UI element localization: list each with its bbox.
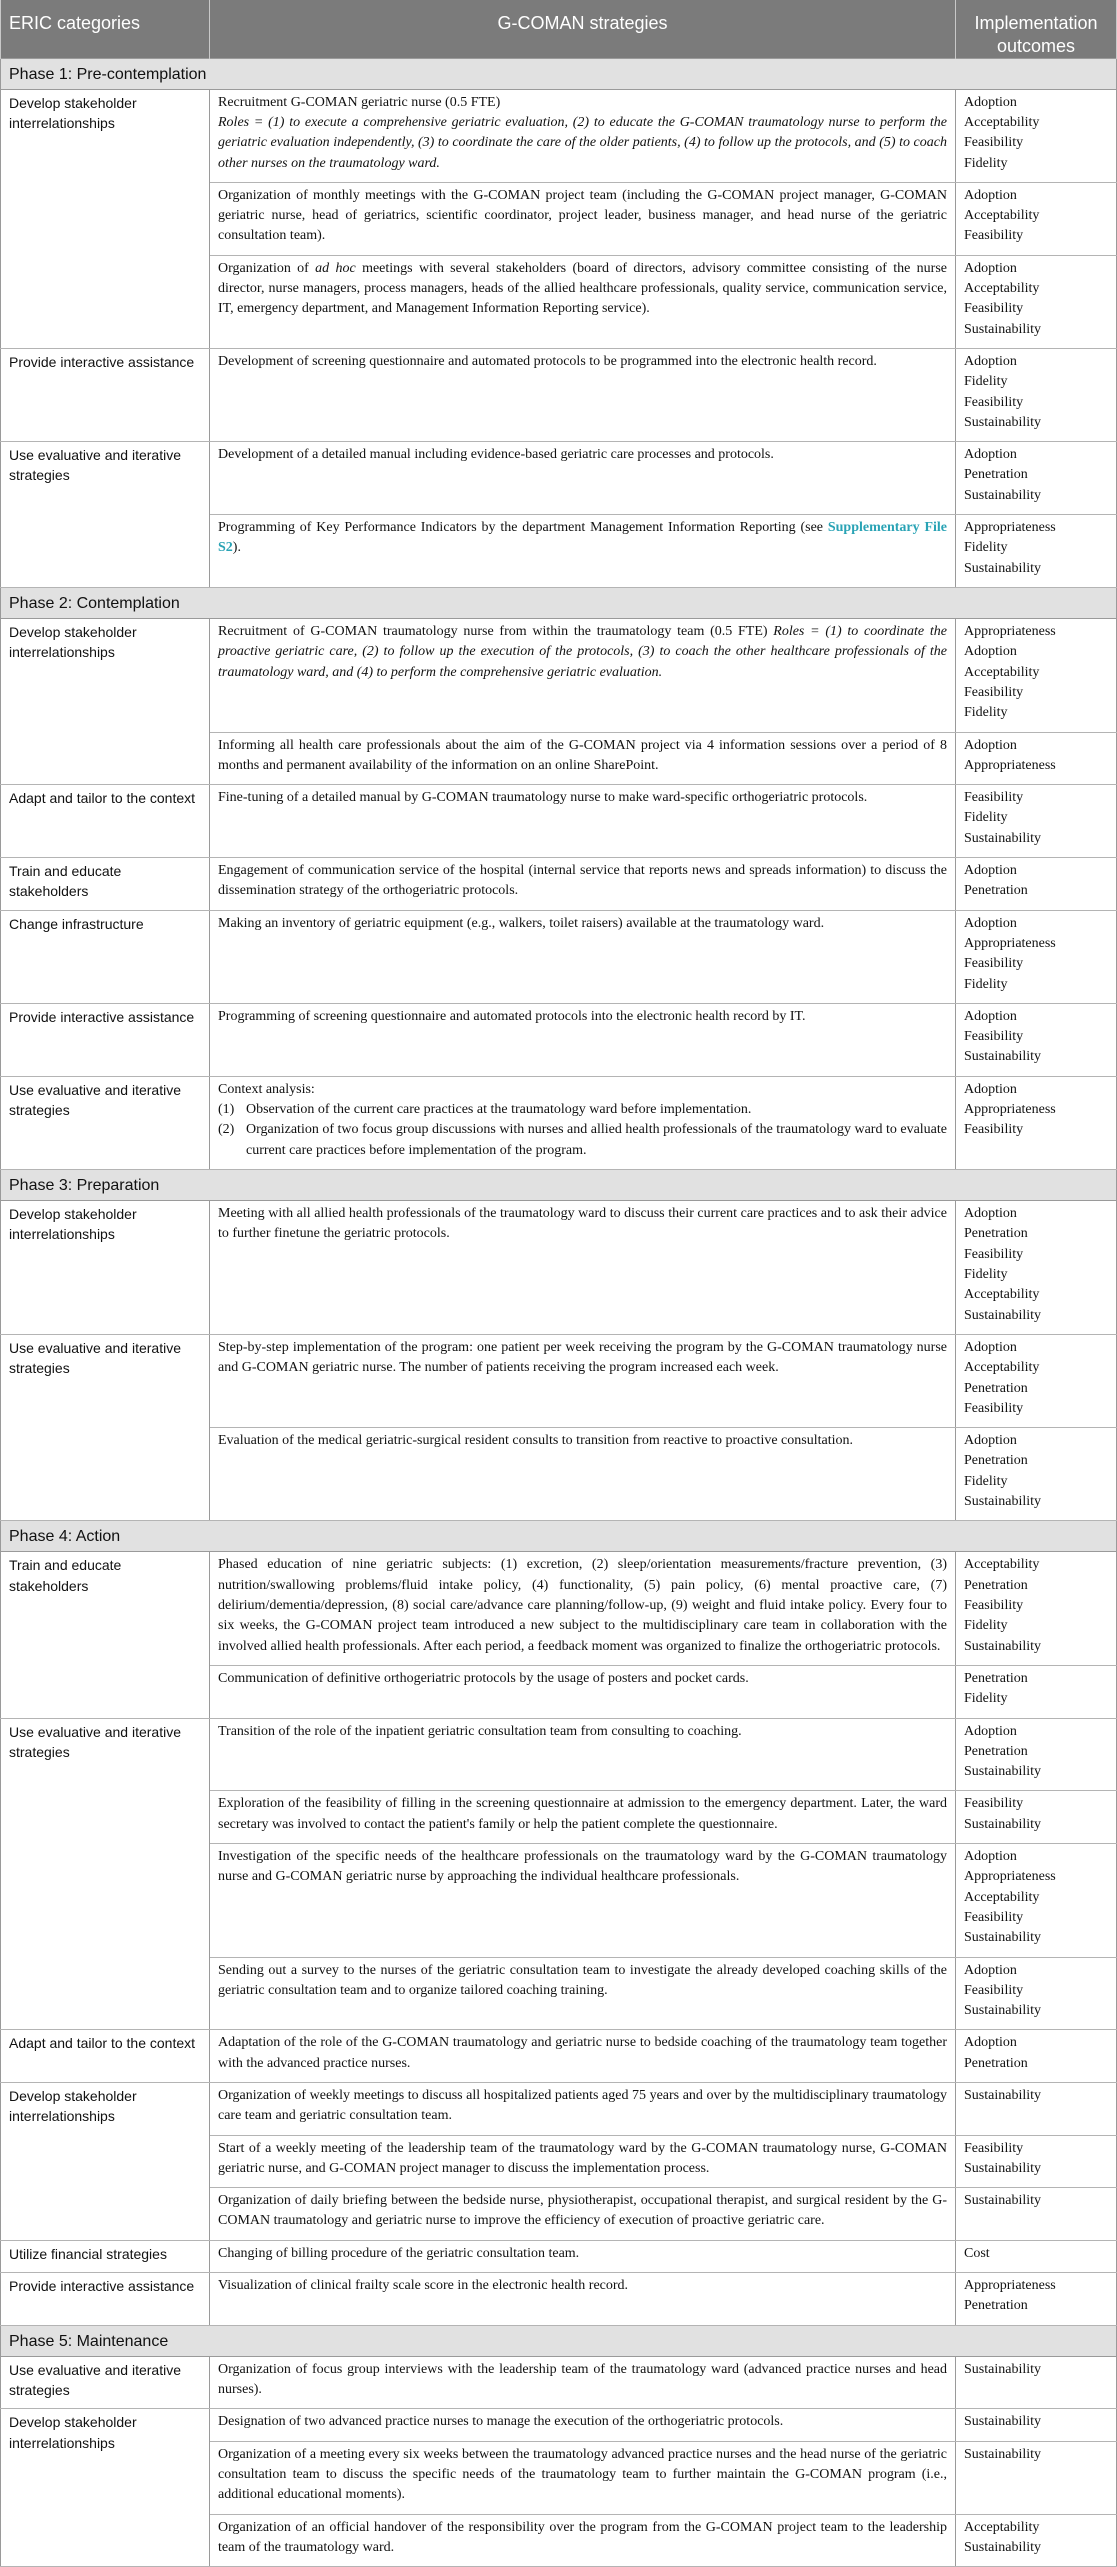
- outcome: Fidelity: [964, 1267, 1008, 1283]
- item-text: Observation of the current care practices at the traumatology ward before implementation.: [246, 1102, 752, 1118]
- strategy-text: [210, 910, 956, 1003]
- outcome: Penetration: [964, 1453, 1028, 1469]
- strategy-text: [210, 2188, 956, 2241]
- implementation-outcomes: [956, 255, 1117, 348]
- strategy-row: [1, 348, 1117, 441]
- outcome: Adoption: [964, 187, 1017, 203]
- text-run: Meeting with all allied health professionals of the traumatology ward to discuss their current care practices and to ask their advice to further finetune the geriatric protocols.: [218, 1206, 951, 1242]
- implementation-outcomes: [956, 2240, 1117, 2272]
- strategy-text: [210, 2409, 956, 2441]
- outcome: Adoption: [964, 1433, 1017, 1449]
- item-text: Organization of two focus group discussions with nurses and allied health professionals of the traumatology ward to evaluate current care practices before implementation of the program.: [246, 1122, 947, 1158]
- outcome: Appropriateness: [964, 2278, 1056, 2294]
- strategy-description: [218, 2412, 947, 2432]
- implementation-outcomes: [956, 2083, 1117, 2136]
- strategy-text: [210, 2273, 956, 2326]
- implementation-outcomes: [956, 1844, 1117, 1957]
- outcome: Feasibility: [964, 790, 1024, 806]
- strategy-description: [218, 914, 947, 934]
- strategy-description: [218, 1007, 947, 1027]
- text-run: Programming of screening questionnaire and automated protocols into the electronic health record by IT.: [218, 1008, 806, 1024]
- strategy-description: [218, 2139, 951, 2180]
- phase-row: [1, 1169, 1117, 1200]
- phase-title: Phase 2: Contemplation: [1, 587, 1117, 618]
- strategy-description: [218, 622, 951, 683]
- outcome: Cost: [964, 2245, 990, 2261]
- strategy-description: [218, 1847, 951, 1888]
- outcome: Feasibility: [964, 1122, 1024, 1138]
- strategy-row: [1, 89, 1117, 182]
- phase-title: Phase 3: Preparation: [1, 1169, 1117, 1200]
- strategy-row: [1, 1552, 1117, 1665]
- strategy-text: [210, 2030, 956, 2083]
- phase-row: [1, 587, 1117, 618]
- strategy-row: [1, 442, 1117, 515]
- outcome: Penetration: [964, 467, 1028, 483]
- eric-category: Train and educate stakeholders: [1, 858, 210, 911]
- outcome: Adoption: [964, 1206, 1017, 1222]
- outcome: Fidelity: [964, 155, 1008, 171]
- text-run: Transition of the role of the inpatient geriatric consultation team from consulting to coaching.: [218, 1723, 742, 1739]
- outcome: Penetration: [964, 1670, 1028, 1686]
- strategy-description: [218, 861, 951, 902]
- implementation-outcomes: [956, 732, 1117, 785]
- strategy-description: [218, 2086, 951, 2127]
- outcome: Fidelity: [964, 976, 1008, 992]
- strategy-text: [210, 515, 956, 588]
- text-run: Organization of a meeting every six weeks between the traumatology advanced practice nurses and the head nurse of the geriatric consultation team to discuss the specific needs of the traumatology team to further maintain the G-COMAN program (i.e., additional educational moments).: [218, 2446, 951, 2503]
- strategy-description: [218, 518, 951, 559]
- eric-category: Change infrastructure: [1, 910, 210, 1003]
- outcome: Feasibility: [964, 2140, 1024, 2156]
- eric-category: Use evaluative and iterative strategies: [1, 1718, 210, 2030]
- outcome: Sustainability: [964, 1816, 1041, 1832]
- text-run: Sending out a survey to the nurses of the geriatric consultation team to investigate the already developed coaching skills of the geriatric consultation team and to organize tailored coaching training.: [218, 1962, 951, 1998]
- strategy-description: [218, 1669, 947, 1689]
- outcome: Sustainability: [964, 1930, 1041, 1946]
- outcome: Adoption: [964, 1339, 1017, 1355]
- implementation-outcomes: [956, 2514, 1117, 2567]
- text-run: Development of a detailed manual including evidence-based geriatric care processes and protocols.: [218, 447, 774, 463]
- strategy-row: [1, 785, 1117, 858]
- eric-category: Train and educate stakeholders: [1, 1552, 210, 1718]
- strategy-description: [218, 352, 947, 372]
- strategy-row: [1, 1334, 1117, 1427]
- outcome: Sustainability: [964, 830, 1041, 846]
- implementation-outcomes: [956, 1334, 1117, 1427]
- text-run: Organization of: [218, 260, 316, 276]
- eric-category: Develop stakeholder interrelationships: [1, 89, 210, 348]
- outcome: Penetration: [964, 883, 1028, 899]
- outcome: Fidelity: [964, 810, 1008, 826]
- eric-category: Use evaluative and iterative strategies: [1, 1334, 210, 1520]
- outcome: Acceptability: [964, 1360, 1040, 1376]
- text-run: Organization of an official handover of the responsibility over the program from the G-COMAN project team to the leadership team of the traumatology ward.: [218, 2519, 951, 2555]
- outcome: Adoption: [964, 353, 1017, 369]
- outcome: Fidelity: [964, 1618, 1008, 1634]
- strategy-row: [1, 619, 1117, 732]
- outcome: Sustainability: [964, 1764, 1041, 1780]
- implementation-outcomes: [956, 1791, 1117, 1844]
- text-run: Investigation of the specific needs of the healthcare professionals on the traumatology ward by the G-COMAN traumatology nurse and G-COMAN geriatric nurse by approaching the individual healthcare professionals.: [218, 1849, 951, 1885]
- strategy-description: [218, 2445, 951, 2506]
- strategy-text: [210, 732, 956, 785]
- text-run: Organization of weekly meetings to discuss all hospitalized patients aged 75 years and over by the multidisciplinary traumatology care team and geriatric consultation team.: [218, 2088, 951, 2124]
- implementation-outcomes: [956, 1665, 1117, 1718]
- strategy-row: [1, 2240, 1117, 2272]
- numbered-item: [218, 1120, 947, 1161]
- outcome: Adoption: [964, 447, 1017, 463]
- outcome: Adoption: [964, 644, 1017, 660]
- strategy-text: [210, 1334, 956, 1427]
- strategy-text: [210, 2240, 956, 2272]
- strategy-text: [210, 348, 956, 441]
- outcome: Fidelity: [964, 540, 1008, 556]
- strategy-text: [210, 1201, 956, 1335]
- outcome: Adoption: [964, 1849, 1017, 1865]
- strategy-description: [218, 93, 951, 174]
- context-analysis: [218, 1080, 947, 1161]
- implementation-outcomes: [956, 1718, 1117, 1791]
- text-run: Visualization of clinical frailty scale score in the electronic health record.: [218, 2278, 629, 2294]
- strategy-row: [1, 2356, 1117, 2409]
- outcome: Sustainability: [964, 2003, 1041, 2019]
- outcome: Appropriateness: [964, 1102, 1056, 1118]
- strategy-description: [218, 1204, 951, 1245]
- text-run: Recruitment G-COMAN geriatric nurse (0.5 FTE): [218, 94, 501, 110]
- strategy-description: [218, 445, 947, 465]
- eric-category: Utilize financial strategies: [1, 2240, 210, 2272]
- strategy-text: [210, 2514, 956, 2567]
- text-run: Organization of focus group interviews with the leadership team of the traumatology ward (advanced practice nurses and head nurses).: [218, 2361, 951, 2398]
- implementation-outcomes: [956, 2441, 1117, 2514]
- outcome: Adoption: [964, 915, 1017, 931]
- outcome: Appropriateness: [964, 520, 1056, 536]
- outcome: Adoption: [964, 1008, 1017, 1024]
- outcome: Appropriateness: [964, 1869, 1056, 1885]
- eric-category: Develop stakeholder interrelationships: [1, 2083, 210, 2241]
- implementation-outcomes: [956, 1552, 1117, 1665]
- implementation-outcomes: [956, 785, 1117, 858]
- implementation-outcomes: [956, 89, 1117, 182]
- outcome: Feasibility: [964, 228, 1024, 244]
- outcome: Sustainability: [964, 2414, 1041, 2430]
- text-run: Adaptation of the role of the G-COMAN traumatology and geriatric nurse to bedside coaching of the traumatology team together with the advanced practice nurses.: [218, 2035, 951, 2071]
- text-run: Designation of two advanced practice nurses to manage the execution of the orthogeriatric protocols.: [218, 2414, 784, 2430]
- strategy-row: [1, 2083, 1117, 2136]
- text-run: Start of a weekly meeting of the leadership team of the traumatology ward by the G-COMAN traumatology nurse, G-COMAN geriatric nurse, and G-COMAN project manager to discuss the implementation process.: [218, 2140, 951, 2176]
- outcome: Penetration: [964, 1577, 1028, 1593]
- outcome: Appropriateness: [964, 624, 1056, 640]
- eric-category: Develop stakeholder interrelationships: [1, 619, 210, 785]
- eric-category: Use evaluative and iterative strategies: [1, 1076, 210, 1169]
- eric-category: Adapt and tailor to the context: [1, 785, 210, 858]
- strategy-text: [210, 1003, 956, 1076]
- text-run: Development of screening questionnaire and automated protocols to be programmed into the electronic health record.: [218, 353, 877, 369]
- outcome: Sustainability: [964, 2088, 1041, 2103]
- outcome: Feasibility: [964, 1909, 1024, 1925]
- implementation-outcomes: [956, 910, 1117, 1003]
- outcome: Fidelity: [964, 705, 1008, 721]
- outcome: Acceptability: [964, 281, 1040, 297]
- item-number: (1): [218, 1102, 235, 1118]
- phase-row: [1, 58, 1117, 89]
- implementation-outcomes: [956, 1957, 1117, 2030]
- implementation-outcomes: [956, 515, 1117, 588]
- strategy-description: [218, 1338, 951, 1379]
- strategy-text: [210, 1844, 956, 1957]
- outcome: Feasibility: [964, 301, 1024, 317]
- outcome: Acceptability: [964, 114, 1040, 130]
- text-run: ).: [232, 540, 241, 556]
- strategy-text: [210, 2441, 956, 2514]
- outcome: Sustainability: [964, 1493, 1041, 1509]
- item-number: (2): [218, 1122, 235, 1138]
- text-run: Organization of monthly meetings with the G-COMAN project team (including the G-COMAN project manager, G-COMAN geriatric nurse, head of geriatrics, scientific coordinator, project leader, business manager, and head nurse of the geriatric consultation team).: [218, 187, 951, 244]
- implementation-outcomes: [956, 2409, 1117, 2441]
- text-run: Communication of definitive orthogeriatric protocols by the usage of posters and pocket cards.: [218, 1670, 749, 1686]
- outcome: Feasibility: [964, 1029, 1024, 1045]
- strategy-description: [218, 2360, 951, 2401]
- outcome: Appropriateness: [964, 757, 1056, 773]
- outcome: Adoption: [964, 1962, 1017, 1978]
- strategy-text: [210, 2135, 956, 2188]
- implementation-outcomes: [956, 442, 1117, 515]
- outcome: Acceptability: [964, 1557, 1040, 1573]
- outcome: Sustainability: [964, 2193, 1041, 2209]
- text-run: ad hoc: [315, 260, 356, 276]
- strategy-text: [210, 1957, 956, 2030]
- implementation-outcomes: [956, 619, 1117, 732]
- outcome: Adoption: [964, 737, 1017, 753]
- strategy-row: [1, 2030, 1117, 2083]
- outcome: Sustainability: [964, 1638, 1041, 1654]
- strategy-description: [218, 788, 947, 808]
- strategy-text: [210, 619, 956, 732]
- text-run: Recruitment of G-COMAN traumatology nurse from within the traumatology team (0.5 FTE): [218, 624, 774, 640]
- outcome: Feasibility: [964, 1982, 1024, 1998]
- implementation-outcomes: [956, 1428, 1117, 1521]
- strategy-description: [218, 736, 951, 777]
- table-body: [1, 58, 1117, 2567]
- outcome: Appropriateness: [964, 935, 1056, 951]
- strategy-text: [210, 785, 956, 858]
- eric-category: Develop stakeholder interrelationships: [1, 2409, 210, 2567]
- strategy-text: [210, 1791, 956, 1844]
- strategy-description: [218, 1431, 947, 1451]
- text-run: Roles = (1) to coordinate the proactive geriatric care, (2) to follow up the execution of the protocols, (3) to coach the other healthcare professionals of the traumatology ward, and (4) to perform the comprehensive geriatric evaluation.: [218, 624, 951, 680]
- outcome: Feasibility: [964, 394, 1024, 410]
- strategy-description: [218, 1555, 951, 1656]
- outcome: Penetration: [964, 1743, 1028, 1759]
- strategy-text: [210, 442, 956, 515]
- strategy-description: [218, 1961, 951, 2002]
- eric-category: Provide interactive assistance: [1, 348, 210, 441]
- implementation-outcomes: [956, 2356, 1117, 2409]
- eric-category: Use evaluative and iterative strategies: [1, 2356, 210, 2409]
- outcome: Acceptability: [964, 2519, 1040, 2535]
- outcome: Feasibility: [964, 685, 1024, 700]
- strategy-text: [210, 182, 956, 255]
- strategy-description: [218, 2033, 951, 2074]
- outcome: Adoption: [964, 2035, 1017, 2051]
- outcome: Feasibility: [964, 1246, 1024, 1262]
- table-header: [1, 0, 1117, 58]
- outcome: Fidelity: [964, 1473, 1008, 1489]
- text-run: Step-by-step implementation of the program: one patient per week receiving the program by the G-COMAN traumatology nurse and G-COMAN geriatric nurse. The number of patients receiving the program increased each week.: [218, 1339, 951, 1376]
- strategy-text: [210, 89, 956, 182]
- implementation-outcomes: [956, 1076, 1117, 1169]
- context-analysis-intro: Context analysis:: [218, 1081, 315, 1097]
- outcome: Fidelity: [964, 374, 1008, 390]
- strategy-text: [210, 1665, 956, 1718]
- outcome: Feasibility: [964, 956, 1024, 972]
- strategy-text: [210, 2083, 956, 2136]
- strategy-row: [1, 1076, 1117, 1169]
- phase-row: [1, 1521, 1117, 1552]
- outcome: Acceptability: [964, 1287, 1040, 1303]
- implementation-outcomes: [956, 182, 1117, 255]
- strategy-description: [218, 1794, 951, 1835]
- strategy-text: [210, 1428, 956, 1521]
- strategy-text: [210, 858, 956, 911]
- outcome: Sustainability: [964, 2446, 1041, 2462]
- strategy-row: [1, 910, 1117, 1003]
- eric-category: Provide interactive assistance: [1, 1003, 210, 1076]
- implementation-outcomes: [956, 1003, 1117, 1076]
- outcome: Sustainability: [964, 487, 1041, 503]
- numbered-item: [218, 1100, 947, 1120]
- implementation-outcomes: [956, 2188, 1117, 2241]
- outcome: Sustainability: [964, 2361, 1041, 2377]
- text-run: Organization of daily briefing between the bedside nurse, physiotherapist, occupational therapist, and surgical resident by the G-COMAN traumatology and geriatric nurse to improve the efficiency of execution of proactive geriatric care.: [218, 2193, 947, 2229]
- text-run: Roles: [218, 114, 250, 130]
- strategy-row: [1, 1201, 1117, 1335]
- outcome: Adoption: [964, 94, 1017, 110]
- strategy-row: [1, 858, 1117, 911]
- header-eric-categories: ERIC categories: [1, 0, 210, 58]
- eric-category: Develop stakeholder interrelationships: [1, 1201, 210, 1335]
- strategy-row: [1, 2273, 1117, 2326]
- strategy-row: [1, 2409, 1117, 2441]
- outcome: Acceptability: [964, 664, 1040, 680]
- text-run: Changing of billing procedure of the geriatric consultation team.: [218, 2245, 580, 2261]
- strategy-text: [210, 1552, 956, 1665]
- implementation-outcomes: [956, 858, 1117, 911]
- phase-title: Phase 5: Maintenance: [1, 2325, 1117, 2356]
- strategy-text: [210, 1076, 956, 1169]
- outcome: Penetration: [964, 2298, 1028, 2314]
- outcome: Sustainability: [964, 321, 1041, 337]
- text-run: Fine-tuning of a detailed manual by G-COMAN traumatology nurse to make ward-specific orthogeriatric protocols.: [218, 790, 868, 806]
- implementation-outcomes: [956, 2135, 1117, 2188]
- outcome: Penetration: [964, 2055, 1028, 2071]
- strategy-text: [210, 2356, 956, 2409]
- eric-category: Adapt and tailor to the context: [1, 2030, 210, 2083]
- implementation-outcomes: [956, 1201, 1117, 1335]
- outcome: Adoption: [964, 1723, 1017, 1739]
- strategy-text: [210, 255, 956, 348]
- text-run: Informing all health care professionals about the aim of the G-COMAN project via 4 information sessions over a period of 8 months and permanent availability of the information on an online SharePoint.: [218, 737, 951, 773]
- implementation-outcomes: [956, 2030, 1117, 2083]
- strategy-description: [218, 2244, 947, 2264]
- outcome: Fidelity: [964, 1691, 1008, 1707]
- outcome: Acceptability: [964, 208, 1040, 224]
- text-run: Evaluation of the medical geriatric-surgical resident consults to transition from reactive to proactive consultation.: [218, 1433, 853, 1449]
- text-run: meetings with several stakeholders (board of directors, advisory committee consisting of the nurse director, nurse managers, process managers, heads of the allied healthcare professionals, quality service, communication service, IT, emergency department, and Management Information Reporting service).: [218, 260, 951, 317]
- text-run: = (1) to execute a comprehensive geriatric evaluation, (2) to educate the G-COMAN traumatology nurse to perform the geriatric evaluation independently, (3) to coordinate the care of the older patients, (4) to follow up the protocols, and (5) to coach other nurses on the traumatology ward.: [218, 114, 951, 171]
- text-run: Making an inventory of geriatric equipment (e.g., walkers, toilet raisers) available at the traumatology ward.: [218, 915, 825, 931]
- eric-category: Provide interactive assistance: [1, 2273, 210, 2326]
- text-run: Exploration of the feasibility of filling in the screening questionnaire at admission to the emergency department. Later, the ward secretary was involved to contact the patient's family or help the patient complete the questionnaire.: [218, 1796, 951, 1832]
- outcome: Sustainability: [964, 414, 1041, 430]
- implementation-outcomes: [956, 348, 1117, 441]
- eric-category: Use evaluative and iterative strategies: [1, 442, 210, 588]
- text-run: Phased education of nine geriatric subjects: (1) excretion, (2) sleep/orientation measurements/fracture prevention, (3) nutrition/swallowing problems/fluid intake policy, (4) functionality, (5) pain policy, (6) mental proactive care, (7) delirium/dementia/depression, (8) social care/advance care planning/follow-up, (9) weight and fluid intake policy. Every four to six weeks, the G-COMAN project team introduced a new subject to the multidisciplinary care team in collaboration with the involved allied health professionals. After each period, a feedback moment was organized to finalize the orthogeriatric protocols.: [218, 1557, 951, 1654]
- outcome: Sustainability: [964, 560, 1041, 576]
- outcome: Adoption: [964, 260, 1017, 276]
- phase-row: [1, 2325, 1117, 2356]
- supplementary-file-link[interactable]: Supplementary File S2: [218, 520, 951, 556]
- strategy-row: [1, 1003, 1117, 1076]
- implementation-outcomes: [956, 2273, 1117, 2326]
- strategy-description: [218, 186, 951, 247]
- outcome: Acceptability: [964, 1889, 1040, 1905]
- header-gcoman-strategies: G-COMAN strategies: [210, 0, 956, 58]
- outcome: Feasibility: [964, 1400, 1024, 1416]
- strategy-description: [218, 1722, 947, 1742]
- outcome: Sustainability: [964, 1307, 1041, 1323]
- header-implementation-outcomes: Implementation outcomes: [956, 0, 1117, 58]
- text-run: Engagement of communication service of the hospital (internal service that reports news and spreads information) to discuss the dissemination strategy of the orthogeriatric protocols.: [218, 863, 951, 899]
- outcome: Feasibility: [964, 1598, 1024, 1614]
- outcome: Feasibility: [964, 1796, 1024, 1812]
- outcome: Feasibility: [964, 135, 1024, 151]
- strategy-row: [1, 1718, 1117, 1791]
- outcome: Adoption: [964, 863, 1017, 879]
- outcome: Penetration: [964, 1380, 1028, 1396]
- outcome: Sustainability: [964, 2160, 1041, 2176]
- outcome: Adoption: [964, 1081, 1017, 1097]
- strategy-description: [218, 259, 951, 320]
- strategy-description: [218, 2191, 947, 2232]
- strategy-description: [218, 2518, 951, 2559]
- strategy-text: [210, 1718, 956, 1791]
- strategy-description: [218, 2276, 947, 2296]
- phase-title: Phase 1: Pre-contemplation: [1, 58, 1117, 89]
- text-run: Programming of Key Performance Indicators by the department Management Information Reporting (see: [218, 520, 828, 536]
- phase-title: Phase 4: Action: [1, 1521, 1117, 1552]
- outcome: Penetration: [964, 1226, 1028, 1242]
- outcome: Sustainability: [964, 2539, 1041, 2555]
- outcome: Sustainability: [964, 1049, 1041, 1065]
